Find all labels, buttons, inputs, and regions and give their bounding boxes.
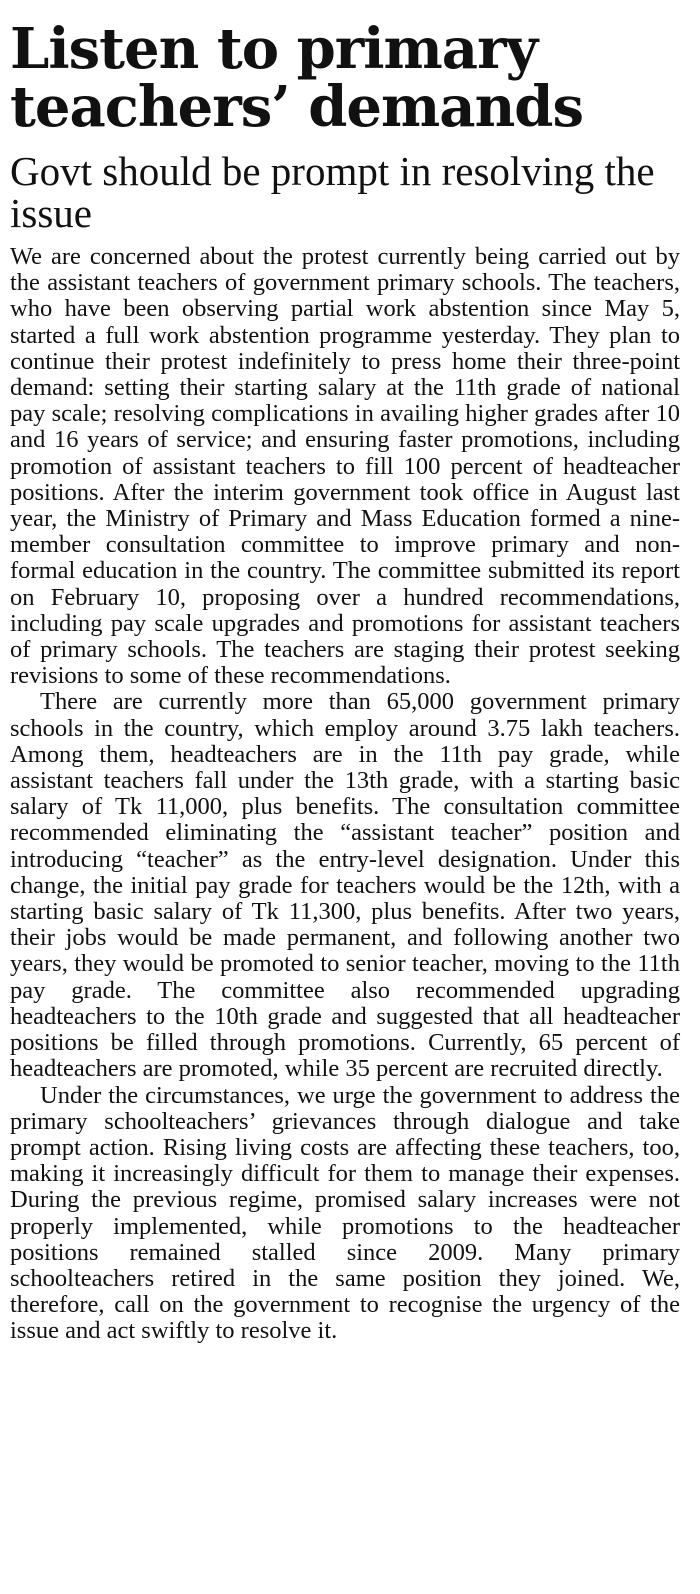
body-paragraph-3: Under the circumstances, we urge the government to address the primary schoolteachers’ grievances through dialogue and take prompt action. Rising living costs are affecting these teachers, too, making it increasingly difficult for them to manage their expenses. During the previous regime, promised salary increases were not properly implemented, while promotions to the headteacher positions remained stalled since 2009. Many primary schoolteachers retired in the same position they joined. We, therefore, call on the government to recognise the urgency of the issue and act swiftly to resolve it. — [10, 1081, 680, 1345]
subheadline: Govt should be prompt in resolving the issue — [10, 148, 655, 236]
headline: Listen to primary teachers’ demands — [10, 16, 583, 140]
body-paragraph-2: There are currently more than 65,000 government primary schools in the country, which employ around 3.75 lakh teachers. Among them, headteachers are in the 11th pay grade, while assistant teachers fall under the 13th grade, with a starting basic salary of Tk 11,000, plus benefits. The consultation committee recommended eliminating the “assistant teacher” position and introducing “teacher” as the entry-level designation. Under this change, the initial pay grade for teachers would be the 12th, with a starting basic salary of Tk 11,300, plus benefits. After two years, their jobs would be made permanent, and following another two years, they would be promoted to senior teacher, moving to the 11th pay grade. The committee also recommended upgrading headteachers to the 10th grade and suggested that all headteacher positions be filled through promotions. Currently, 65 percent of headteachers are promoted, while 35 percent are recruited directly. — [10, 688, 680, 1083]
editorial-article — [10, 16, 680, 1345]
body-paragraph-1: We are concerned about the protest currently being carried out by the assistant teachers of government primary schools. The teachers, who have been observing partial work abstention since May 5, started a full work abstention programme yesterday. They plan to continue their protest indefinitely to press home their three-point demand: setting their starting salary at the 11th grade of national pay scale; resolving complications in availing higher grades after 10 and 16 years of service; and ensuring faster promotions, including promotion of assistant teachers to fill 100 percent of headteacher positions. After the interim government took office in August last year, the Ministry of Primary and Mass Education formed a nine-member consultation committee to improve primary and non-formal education in the country. The committee submitted its report on February 10, proposing over a hundred recommendations, including pay scale upgrades and promotions for assistant teachers of primary schools. The teachers are staging their protest seeking revisions to some of these recommendations. — [10, 243, 680, 690]
